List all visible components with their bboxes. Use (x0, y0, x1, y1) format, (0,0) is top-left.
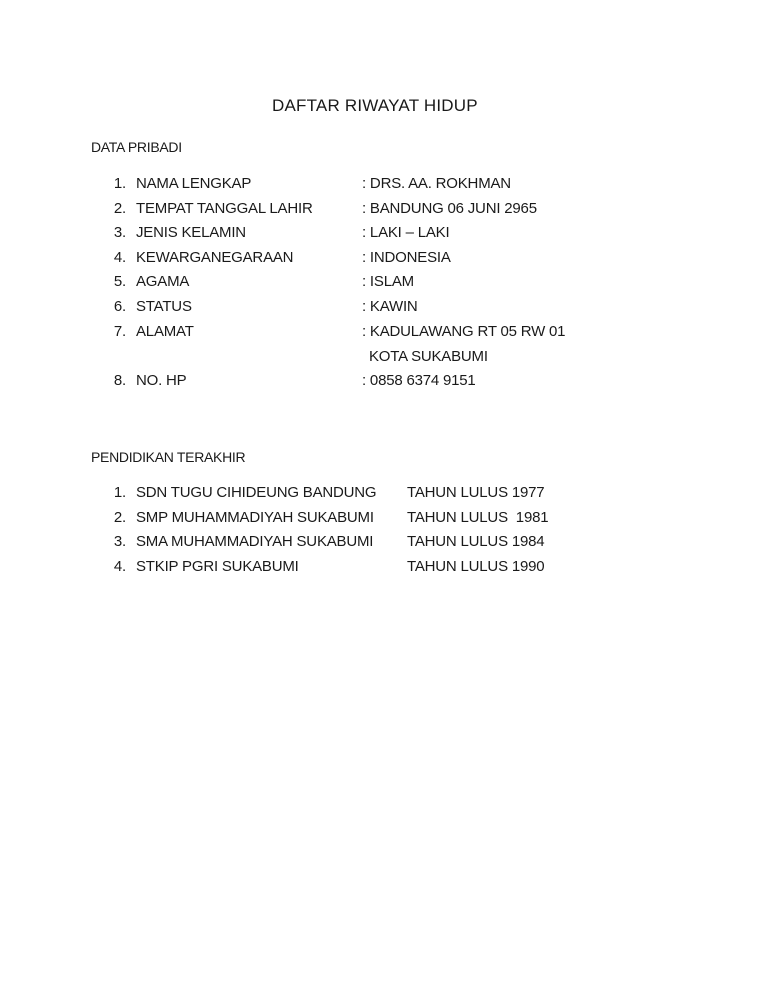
graduation-year: TAHUN LULUS 1990 (407, 558, 545, 575)
item-number: 5. (113, 273, 126, 290)
item-number: 2. (113, 509, 126, 526)
item-value: : LAKI – LAKI (362, 224, 450, 241)
item-number: 1. (113, 175, 126, 192)
item-number: 7. (113, 323, 126, 340)
item-label: NO. HP (136, 372, 187, 389)
item-label: STATUS (136, 298, 192, 315)
item-value: : BANDUNG 06 JUNI 2965 (362, 200, 537, 217)
graduation-year: TAHUN LULUS 1977 (407, 484, 545, 501)
item-label: JENIS KELAMIN (136, 224, 246, 241)
graduation-year: TAHUN LULUS 1981 (407, 509, 549, 526)
item-value: : KADULAWANG RT 05 RW 01 (362, 323, 566, 340)
item-value: : INDONESIA (362, 249, 451, 266)
school-name: STKIP PGRI SUKABUMI (136, 558, 299, 575)
item-label: KEWARGANEGARAAN (136, 249, 294, 266)
school-name: SDN TUGU CIHIDEUNG BANDUNG (136, 484, 377, 501)
graduation-year: TAHUN LULUS 1984 (407, 533, 545, 550)
item-value: : DRS. AA. ROKHMAN (362, 175, 511, 192)
school-name: SMA MUHAMMADIYAH SUKABUMI (136, 533, 374, 550)
school-name: SMP MUHAMMADIYAH SUKABUMI (136, 509, 374, 526)
item-number: 4. (113, 249, 126, 266)
item-label: NAMA LENGKAP (136, 175, 252, 192)
item-number: 3. (113, 224, 126, 241)
item-label: TEMPAT TANGGAL LAHIR (136, 200, 313, 217)
page-title: DAFTAR RIWAYAT HIDUP (272, 96, 478, 115)
item-number: 8. (113, 372, 126, 389)
item-label: ALAMAT (136, 323, 194, 340)
section-heading-data-pribadi: DATA PRIBADI (91, 139, 182, 155)
item-value-continued: KOTA SUKABUMI (369, 348, 488, 365)
section-heading-pendidikan: PENDIDIKAN TERAKHIR (91, 449, 246, 465)
item-number: 6. (113, 298, 126, 315)
item-label: AGAMA (136, 273, 190, 290)
item-number: 4. (113, 558, 126, 575)
item-number: 2. (113, 200, 126, 217)
item-value: : 0858 6374 9151 (362, 372, 476, 389)
item-value: : ISLAM (362, 273, 414, 290)
item-number: 3. (113, 533, 126, 550)
item-number: 1. (113, 484, 126, 501)
item-value: : KAWIN (362, 298, 418, 315)
